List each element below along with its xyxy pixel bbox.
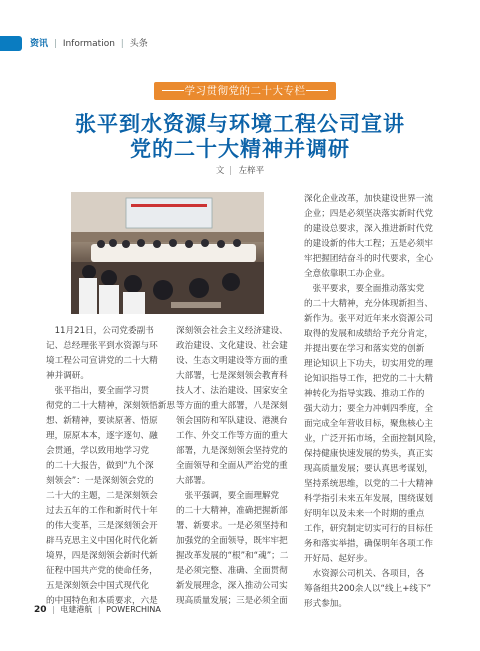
text-line: 牢把握团结奋斗的时代要求，全心	[304, 254, 433, 264]
text-line: 理，原原本本，逐字逐句、融	[46, 431, 158, 441]
text-line: 的伟大变革，三是深刻领会开	[46, 521, 158, 531]
article-column-1	[46, 324, 175, 609]
section-tab-marker	[0, 36, 22, 51]
section-english-label: Information	[62, 39, 115, 49]
text-line: 深化企业改革，加快建设世界一流	[304, 194, 433, 204]
text-line: 坚持系统思维，以党的二十大精神	[304, 479, 433, 489]
text-line: 的建设总要求，深入推进新时代党	[304, 224, 433, 234]
subsection-label: 头条	[129, 39, 148, 49]
topic-banner	[154, 82, 336, 100]
text-line: 握改革发展的“根”和“魂”；二	[176, 551, 289, 561]
text-line: 全意依靠职工办企业。	[304, 269, 390, 279]
text-line: 企业；四是必须坚决落实新时代党	[304, 209, 433, 219]
text-line: 的中国特色和本质要求，六是	[46, 596, 158, 606]
footer-separator: |	[52, 605, 55, 614]
text-line: 大部署，七是深刻领会教育科	[176, 371, 288, 381]
text-line: 的二十大精神，准确把握新部	[176, 506, 288, 516]
text-line: 征程中国共产党的使命任务，	[46, 566, 158, 576]
text-line: 加强党的全面领导，既牢牢把	[176, 536, 288, 546]
text-line: 理论知识上下功夫，切实用党的理	[304, 359, 433, 369]
footer-separator-2: |	[97, 605, 101, 614]
section-label: 资讯	[30, 39, 49, 49]
text-line: 部署，九是深刻领会坚持党的	[176, 446, 288, 456]
banner-right-rule	[306, 90, 328, 91]
text-line: 政治建设、文化建设、社会建	[176, 341, 288, 351]
text-line: 神转化为指导实践、推动工作的	[304, 389, 425, 399]
article-column-3	[304, 192, 442, 612]
text-line: 的二十大精神，充分体现新担当、	[304, 299, 433, 309]
text-line: 水资源公司机关、各项目，各	[304, 569, 425, 579]
article-column-2	[176, 324, 292, 609]
text-line: 好明年以及未来一个时期的重点	[304, 509, 425, 519]
text-line: 保持健康快速发展的势头，真正实	[304, 449, 433, 459]
text-line: 大部署。	[176, 476, 211, 486]
text-line: 是必须完整、准确、全面贯彻	[176, 566, 288, 576]
text-line: 二十大的主题，二是深刻领会	[46, 491, 158, 501]
text-line: 过去五年的工作和新时代十年	[46, 506, 158, 516]
text-line: 筹备组共200余人以“线上+线下”	[304, 584, 432, 594]
meeting-photo	[71, 192, 264, 314]
text-line: 开好局、起好步。	[304, 554, 373, 564]
text-line: 领会国防和军队建设、港澳台	[176, 416, 288, 426]
text-line: 科学指引未来五年发展，围绕谋划	[304, 494, 433, 504]
text-line: 全面领导和全面从严治党的重	[176, 461, 288, 471]
text-line: 11月21日，公司党委副书	[46, 326, 154, 336]
text-line: 神并调研。	[46, 371, 89, 381]
brand-name: POWERCHINA	[106, 605, 161, 614]
text-line: 论知识指导工作，把党的二十大精	[304, 374, 433, 384]
text-line: 新发展理念，深入推动公司实	[176, 581, 288, 591]
byline-separator: |	[229, 166, 232, 176]
text-line: 想、新精神，要读原著、悟原	[46, 416, 158, 426]
banner-left-rule	[162, 90, 184, 91]
article-title-line-1: 张平到水资源与环境工程公司宣讲	[75, 112, 405, 136]
text-line: 署、新要求。一是必须坚持和	[176, 521, 288, 531]
text-line: 并提出要在学习和落实党的创新	[304, 344, 425, 354]
text-line: 张平要求，要全面推动落实党	[304, 284, 425, 294]
text-line: 工作、外交工作等方面的重大	[176, 431, 288, 441]
text-line: 境界，四是深刻领会新时代新	[46, 551, 158, 561]
section-header	[30, 36, 148, 52]
text-line: 取得的发展和成绩给予充分肯定，	[304, 329, 433, 339]
text-line: 深刻领会社会主义经济建设、	[176, 326, 288, 336]
text-line: 形式参加。	[304, 599, 347, 609]
text-line: 强大动力；要全力冲刺四季度，全	[304, 404, 433, 414]
text-line: 面完成全年营收目标，聚焦核心主	[304, 419, 433, 429]
page-footer	[34, 604, 161, 615]
text-line: 的二十大报告，做到“九个深	[46, 461, 154, 471]
text-line: 技人才、法治建设、国家安全	[176, 386, 288, 396]
text-line: 业，广泛开拓市场，全面控制风险，	[304, 434, 442, 444]
text-line: 现高质量发展；要认真思考谋划，	[304, 464, 433, 474]
text-line: 的建设新的伟大工程；五是必须牢	[304, 239, 433, 249]
text-line: 等方面的重大部署，八是深刻	[176, 401, 288, 411]
text-line: 现高质量发展；三是必须全面	[176, 596, 288, 606]
page-number: 20	[34, 605, 47, 615]
text-line: 五是深刻领会中国式现代化	[46, 581, 150, 591]
byline-author: 左梓平	[238, 166, 265, 176]
byline-label: 文	[215, 166, 225, 176]
text-line: 记、总经理张平到水资源与环	[46, 341, 158, 351]
byline	[0, 164, 480, 176]
header-separator-2: |	[120, 39, 124, 49]
text-line: 境工程公司宣讲党的二十大精	[46, 356, 158, 366]
text-line: 刻领会”：一是深刻领会党的	[46, 476, 154, 486]
text-line: 张平指出，要全面学习贯	[46, 386, 150, 396]
meeting-photo-illustration	[71, 192, 264, 314]
text-line: 辟马克思主义中国化时代化新	[46, 536, 158, 546]
text-line: 工作，研究制定切实可行的目标任	[304, 524, 433, 534]
journal-name: 电建港航	[60, 605, 93, 614]
text-line: 新作为。张平对近年来水资源公司	[304, 314, 433, 324]
text-line: 务和落实举措，确保明年各项工作	[304, 539, 433, 549]
article-title-line-2: 党的二十大精神并调研	[130, 137, 350, 161]
topic-banner-text: 学习贯彻党的二十大专栏	[184, 85, 306, 97]
text-line: 会贯通，学以致用地学习党	[46, 446, 150, 456]
text-line: 彻党的二十大精神，深刻领悟新思	[46, 401, 175, 411]
text-line: 设、生态文明建设等方面的重	[176, 356, 288, 366]
header-separator: |	[53, 39, 57, 49]
text-line: 张平强调，要全面理解党	[176, 491, 280, 501]
